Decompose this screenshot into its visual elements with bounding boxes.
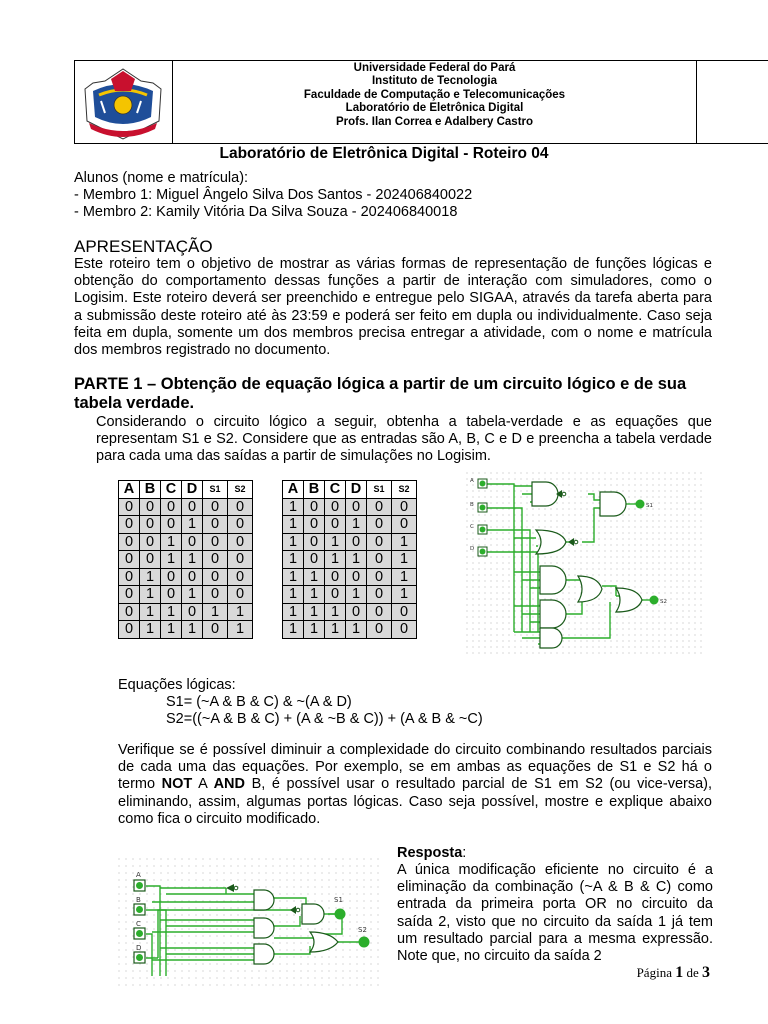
truth-table-row <box>119 516 253 534</box>
equation-s1: S1= (~A & B & C) & ~(A & D) <box>166 694 352 710</box>
truth-table-cell: 0 <box>119 551 140 569</box>
circuit1-output-label: S2 <box>660 599 667 605</box>
truth-table-row <box>119 603 253 621</box>
header-line: Instituto de Tecnologia <box>371 75 497 88</box>
truth-table-cell: 1 <box>392 568 417 586</box>
truth-table-cell: 1 <box>161 621 182 639</box>
truth-table-cell: 0 <box>119 516 140 534</box>
verify-bold: AND <box>213 776 245 793</box>
part1-heading: PARTE 1 – Obtenção de equação lógica a partir de um circuito lógico e de sua tabela verdade. <box>74 375 687 412</box>
truth-table-cell: 1 <box>283 568 304 586</box>
circuit2-output-label: S2 <box>358 926 367 934</box>
truth-table-cell: 0 <box>203 533 228 551</box>
truth-table-cell: 1 <box>283 516 304 534</box>
truth-table-header-cell: B <box>304 481 325 499</box>
circuit2-input-label: A <box>136 871 141 879</box>
truth-table-cell: 1 <box>228 621 253 639</box>
truth-table-cell: 0 <box>392 621 417 639</box>
truth-table-cell: 0 <box>161 498 182 516</box>
truth-table-right <box>282 480 417 639</box>
truth-table-cell: 0 <box>140 498 161 516</box>
truth-table-cell: 1 <box>304 586 325 604</box>
truth-table-cell: 0 <box>161 586 182 604</box>
truth-table-cell: 0 <box>228 533 253 551</box>
truth-table-cell: 1 <box>283 498 304 516</box>
truth-table-header <box>283 481 417 499</box>
truth-table-cell: 0 <box>367 621 392 639</box>
header-line: Profs. Ilan Correa e Adalbery Castro <box>335 115 534 128</box>
truth-table-cell: 0 <box>228 568 253 586</box>
truth-table-cell: 0 <box>182 533 203 551</box>
truth-table-row <box>119 498 253 516</box>
header-right-cell <box>696 61 768 143</box>
truth-table-row <box>283 568 417 586</box>
circuit1-input-label: D <box>470 546 475 552</box>
truth-table-header-cell: C <box>325 481 346 499</box>
truth-table-cell: 1 <box>283 621 304 639</box>
header-line: Universidade Federal do Pará <box>353 62 516 74</box>
truth-table-cell: 1 <box>392 586 417 604</box>
truth-table-cell: 1 <box>161 533 182 551</box>
footer-page: 1 <box>675 964 684 981</box>
truth-table-cell: 0 <box>161 568 182 586</box>
truth-table-cell: 0 <box>228 551 253 569</box>
truth-table-cell: 1 <box>346 586 367 604</box>
truth-table-cell: 1 <box>325 533 346 551</box>
truth-table-cell: 0 <box>203 621 228 639</box>
truth-table-cell: 1 <box>283 586 304 604</box>
presentation-heading: APRESENTAÇÃO <box>74 237 213 256</box>
circuit2-input-label: D <box>136 944 142 952</box>
truth-table-row <box>119 568 253 586</box>
truth-table-cell: 0 <box>367 533 392 551</box>
verify-text: B, é possível usar o resultado parcial de S1 em S2 (ou vice-versa), eliminando, assim, algumas portas lógicas. Caso seja possível, mostre e explique abaixo como fica o circuito modificado. <box>118 776 713 827</box>
truth-table-header-cell: S2 <box>228 481 253 499</box>
verify-bold: NOT <box>161 776 193 793</box>
header-line: Faculdade de Computação e Telecomunicações <box>303 88 566 101</box>
truth-table-header-cell: B <box>140 481 161 499</box>
truth-table-cell: 1 <box>140 568 161 586</box>
truth-table-cell: 0 <box>392 498 417 516</box>
truth-table-cell: 0 <box>304 498 325 516</box>
truth-table-row <box>283 586 417 604</box>
truth-table-cell: 1 <box>182 551 203 569</box>
truth-table-cell: 1 <box>161 551 182 569</box>
logo-cell <box>75 61 173 143</box>
truth-table-header-cell: C <box>161 481 182 499</box>
truth-table-cell: 0 <box>367 568 392 586</box>
student-member-2: - Membro 2: Kamily Vitória Da Silva Souza - 202406840018 <box>74 204 458 221</box>
truth-table-cell: 1 <box>304 568 325 586</box>
header-box <box>74 60 768 144</box>
truth-table-cell: 1 <box>346 621 367 639</box>
truth-table-row <box>283 533 417 551</box>
truth-table-cell: 1 <box>392 551 417 569</box>
truth-table-cell: 1 <box>304 621 325 639</box>
student-member-1: - Membro 1: Miguel Ângelo Silva Dos Santos - 202406840022 <box>74 187 473 204</box>
truth-table-cell: 0 <box>203 586 228 604</box>
header-text <box>173 62 696 129</box>
truth-table-left <box>118 480 253 639</box>
truth-table-cell: 0 <box>119 533 140 551</box>
truth-table-cell: 0 <box>392 603 417 621</box>
truth-table-row <box>283 498 417 516</box>
page-title: Laboratório de Eletrônica Digital - Roteiro 04 <box>219 145 549 162</box>
truth-table-cell: 0 <box>119 603 140 621</box>
truth-table-cell: 0 <box>140 533 161 551</box>
truth-table-cell: 1 <box>392 533 417 551</box>
answer-label: Resposta <box>397 845 463 861</box>
verify-text: A <box>192 776 214 793</box>
answer-colon: : <box>462 845 467 861</box>
truth-table-header-cell: D <box>346 481 367 499</box>
students-block <box>74 170 472 222</box>
truth-table-cell: 0 <box>325 568 346 586</box>
truth-table-row <box>119 586 253 604</box>
truth-table-header-cell: A <box>283 481 304 499</box>
truth-table-cell: 1 <box>161 603 182 621</box>
truth-table-cell: 0 <box>325 516 346 534</box>
circuit2-input-label: B <box>136 896 141 904</box>
university-logo <box>75 61 172 143</box>
circuit2-input-label: C <box>136 920 141 928</box>
truth-table-cell: 1 <box>203 603 228 621</box>
truth-table-cell: 0 <box>228 498 253 516</box>
page-footer <box>637 964 710 982</box>
circuit1-input-label: C <box>470 524 474 530</box>
truth-table-cell: 1 <box>346 551 367 569</box>
footer-word: Página <box>636 965 672 980</box>
equation-s2: S2=((~A & B & C) + (A & ~B & C)) + (A & B & ~C) <box>166 711 483 727</box>
truth-table-cell: 1 <box>283 551 304 569</box>
truth-table-cell: 0 <box>367 603 392 621</box>
truth-table-cell: 0 <box>203 498 228 516</box>
circuit-diagram-2 <box>118 858 384 990</box>
truth-table-cell: 1 <box>228 603 253 621</box>
truth-table-cell: 1 <box>283 533 304 551</box>
circuit1-input-label: A <box>470 478 474 484</box>
truth-table-cell: 1 <box>283 603 304 621</box>
footer-total: 3 <box>702 964 710 981</box>
truth-table-cell: 0 <box>119 586 140 604</box>
header-line: Laboratório de Eletrônica Digital <box>345 102 524 115</box>
truth-table-cell: 1 <box>182 586 203 604</box>
truth-table-cell: 0 <box>203 568 228 586</box>
truth-table-cell: 0 <box>346 568 367 586</box>
footer-of: de <box>686 965 699 980</box>
truth-table-header <box>119 481 253 499</box>
truth-table-cell: 0 <box>367 516 392 534</box>
truth-table-cell: 0 <box>304 551 325 569</box>
answer-text: A única modificação eficiente no circuito é a eliminação da combinação (~A & B & C) como entrada da primeira porta OR no circuito da saída 2, visto que no circuito da saída 1 já tem um resultado parcial para a mesma expressão. Note que, no circuito da saída 2 <box>397 862 713 965</box>
truth-table-cell: 0 <box>304 533 325 551</box>
truth-table-cell: 0 <box>182 603 203 621</box>
truth-table-row <box>119 621 253 639</box>
truth-table-row <box>283 516 417 534</box>
truth-table-cell: 0 <box>228 516 253 534</box>
equations-label: Equações lógicas: <box>118 677 236 693</box>
part1-intro: Considerando o circuito lógico a seguir, obtenha a tabela-verdade e as equações que representam S1 e S2. Considere que as entradas são A, B, C e D e preencha a tabela verdade para cada uma das saídas a partir de simulações no Logisim. <box>96 414 712 465</box>
truth-table-cell: 0 <box>346 498 367 516</box>
truth-table-cell: 1 <box>182 516 203 534</box>
presentation-text: Este roteiro tem o objetivo de mostrar as várias formas de representação de funções lógicas e obtenção do comportamento dessas funções a partir de interação com simuladores, como o Logisim. Este roteiro deverá ser preenchido e entregue pelo SIGAA, através da tarefa aberta para a submissão deste roteiro até às 23:59 e poderá ser feito em dupla ou individualmente. Caso seja feita em dupla, somente um dos membros precisa entregar a atividade, com o nome e matrícula dos membros registrado no documento. <box>74 256 712 359</box>
truth-table-row <box>119 551 253 569</box>
truth-table-cell: 0 <box>367 586 392 604</box>
truth-table-cell: 1 <box>140 621 161 639</box>
answer-label-line <box>397 845 466 862</box>
truth-table-cell: 0 <box>203 516 228 534</box>
truth-table-cell: 0 <box>228 586 253 604</box>
truth-table-cell: 0 <box>346 603 367 621</box>
truth-table-row <box>283 551 417 569</box>
truth-table-cell: 0 <box>367 498 392 516</box>
truth-table-cell: 0 <box>140 551 161 569</box>
truth-table-cell: 1 <box>325 551 346 569</box>
truth-table-cell: 1 <box>140 586 161 604</box>
truth-table-cell: 0 <box>304 516 325 534</box>
truth-table-header-cell: S1 <box>367 481 392 499</box>
truth-table-cell: 0 <box>325 586 346 604</box>
truth-table-cell: 1 <box>304 603 325 621</box>
truth-table-cell: 0 <box>346 533 367 551</box>
truth-table-cell: 0 <box>182 568 203 586</box>
truth-table-header-cell: A <box>119 481 140 499</box>
circuit-diagram-1 <box>466 472 702 654</box>
truth-table-cell: 0 <box>140 516 161 534</box>
truth-table-header-cell: S2 <box>392 481 417 499</box>
circuit1-output-label: S1 <box>646 503 653 509</box>
circuit1-input-label: B <box>470 502 474 508</box>
truth-table-cell: 0 <box>182 498 203 516</box>
truth-table-row <box>119 533 253 551</box>
truth-table-row <box>283 621 417 639</box>
truth-table-cell: 1 <box>325 621 346 639</box>
verify-text: Verifique se é possível diminuir a complexidade do circuito combinando resultados parciais de cada uma das equações. Por exemplo, se em ambas as equações de S1 e S2 há o termo <box>118 742 712 793</box>
truth-table-cell: 0 <box>119 568 140 586</box>
truth-table-row <box>283 603 417 621</box>
truth-table-header-cell: D <box>182 481 203 499</box>
truth-table-cell: 0 <box>161 516 182 534</box>
truth-table-cell: 1 <box>182 621 203 639</box>
truth-table-cell: 0 <box>119 621 140 639</box>
verify-paragraph <box>118 742 712 828</box>
truth-table-cell: 1 <box>346 516 367 534</box>
students-label: Alunos (nome e matrícula): <box>74 170 249 186</box>
truth-table-cell: 0 <box>367 551 392 569</box>
truth-table-cell: 1 <box>140 603 161 621</box>
truth-table-cell: 0 <box>392 516 417 534</box>
truth-table-cell: 0 <box>119 498 140 516</box>
truth-table-cell: 1 <box>325 603 346 621</box>
truth-table-header-cell: S1 <box>203 481 228 499</box>
truth-table-cell: 0 <box>325 498 346 516</box>
circuit2-output-label: S1 <box>334 896 343 904</box>
truth-table-cell: 0 <box>203 551 228 569</box>
